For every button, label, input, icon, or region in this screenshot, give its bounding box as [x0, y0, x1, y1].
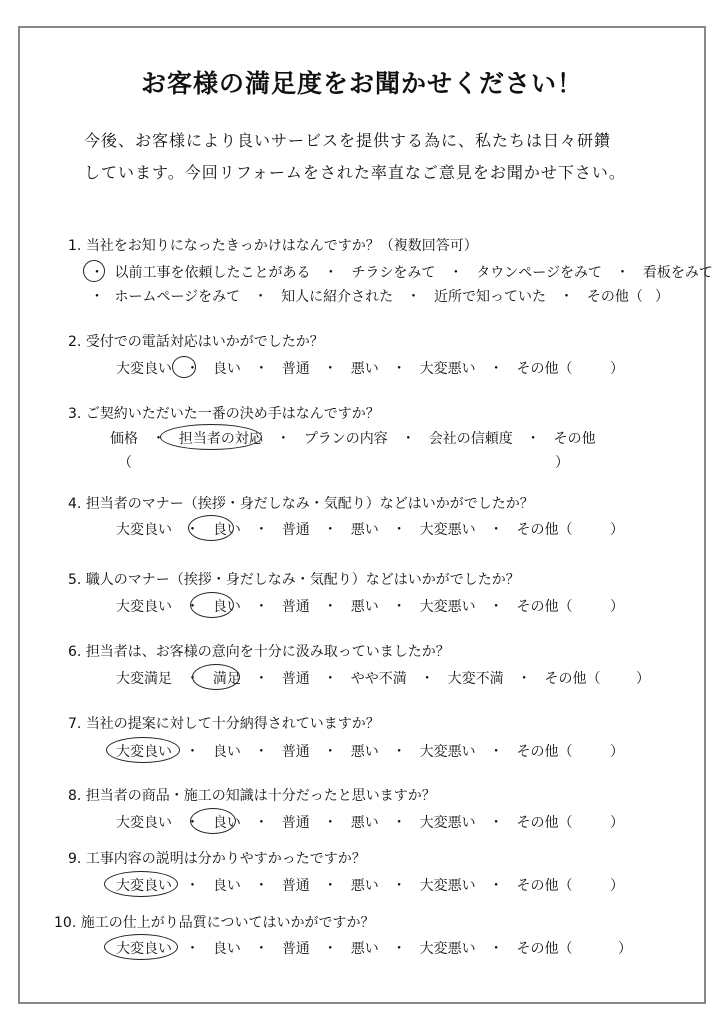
option-label[interactable]: 良い [212, 599, 241, 615]
option-label[interactable]: 普通 [281, 599, 310, 615]
option-label[interactable]: タウンページをみて [476, 265, 602, 281]
option-label[interactable]: 大変良い [116, 878, 172, 894]
other-close-paren: ） [618, 941, 632, 957]
question-1 [68, 235, 478, 255]
option-label[interactable]: 普通 [281, 522, 310, 538]
option-label[interactable]: 大変悪い [419, 878, 476, 894]
option-label[interactable]: その他（ [544, 671, 601, 687]
question-2: 2. 受付での電話対応はいかがでしたか？ [68, 334, 324, 350]
option-label[interactable]: 良い [212, 744, 241, 760]
other-close-paren: ） [610, 361, 624, 377]
other-close-paren: ） [610, 522, 624, 538]
other-close-paren: ） [610, 744, 624, 760]
option-label[interactable]: その他（ [586, 289, 643, 305]
option-label[interactable]: 大変悪い [419, 599, 476, 615]
q1-options-line-1: ・ 以前工事を依頼したことがある ・ チラシをみて ・ タウンページをみて ・ 看板をみて [90, 262, 713, 282]
option-label[interactable]: 普通 [281, 815, 310, 831]
option-label[interactable]: 悪い [350, 941, 379, 957]
option-label[interactable]: 看板をみて [642, 265, 713, 281]
intro-line-2: しています。今回リフォームをされた率直なご意見をお聞かせ下さい。 [84, 163, 626, 182]
option-label[interactable]: ホームページをみて [114, 289, 241, 305]
option-label[interactable]: 満足 [212, 671, 241, 687]
option-label[interactable]: その他（ [516, 941, 573, 957]
option-label[interactable]: 悪い [350, 815, 379, 831]
option-label[interactable]: 普通 [281, 744, 310, 760]
option-label[interactable]: 普通 [281, 671, 310, 687]
option-label[interactable]: 知人に紹介された [281, 289, 394, 305]
option-label[interactable]: その他 [553, 431, 596, 447]
other-close-paren: ） [555, 455, 569, 471]
q7-options: 大変良い ・ 良い ・ 普通 ・ 悪い ・ 大変悪い ・ その他（ [116, 741, 573, 761]
option-label[interactable]: やや不満 [350, 671, 407, 687]
question-text: ご契約いただいた一番の決め手はなんですか？ [85, 406, 380, 422]
q3-options: 価格 ・ 担当者の対応 ・ プランの内容 ・ 会社の信頼度 ・ その他 [110, 428, 596, 448]
option-label[interactable]: 大変悪い [419, 361, 476, 377]
option-label[interactable]: 普通 [281, 361, 310, 377]
option-label[interactable]: 良い [212, 815, 241, 831]
option-label[interactable]: その他（ [516, 744, 573, 760]
q1-options-line-2: ・ ホームページをみて ・ 知人に紹介された ・ 近所で知っていた ・ その他（ [90, 286, 643, 306]
option-label[interactable]: 普通 [281, 878, 310, 894]
question-9: 9. 工事内容の説明は分かりやすかったですか？ [68, 851, 366, 867]
question-6: 6. 担当者は、お客様の意向を十分に汲み取っていましたか？ [68, 644, 450, 660]
option-label[interactable]: 大変良い [116, 361, 172, 377]
option-label[interactable]: その他（ [516, 361, 573, 377]
q6-options: 大変満足 ・ 満足 ・ 普通 ・ やや不満 ・ 大変不満 ・ その他（ [116, 668, 601, 688]
option-label[interactable]: 良い [212, 361, 241, 377]
option-label[interactable]: 悪い [350, 361, 379, 377]
question-text: 施工の仕上がり品質についてはいかがですか？ [80, 915, 375, 931]
option-label[interactable]: その他（ [516, 815, 573, 831]
option-label[interactable]: 大変悪い [419, 522, 476, 538]
question-text: 職人のマナー（挨拶・身だしなみ・気配り）などはいかがでしたか？ [85, 572, 520, 588]
option-label[interactable]: その他（ [516, 522, 573, 538]
option-label[interactable]: 大変良い [116, 815, 172, 831]
question-text: 工事内容の説明は分かりやすかったですか？ [85, 851, 366, 867]
option-label[interactable]: 大変良い [116, 744, 172, 760]
survey-title: お客様の満足度をお聞かせください！ [140, 69, 583, 98]
option-label[interactable]: その他（ [516, 878, 573, 894]
other-close-paren: ） [636, 671, 650, 687]
question-4: 4. 担当者のマナー（挨拶・身だしなみ・気配り）などはいかがでしたか？ [68, 496, 534, 512]
question-text: 当社をお知りになったきっかけはなんですか？（複数回答可） [85, 238, 478, 254]
q2-options: 大変良い ・ 良い ・ 普通 ・ 悪い ・ 大変悪い ・ その他（ [116, 358, 573, 378]
option-label[interactable]: 大変良い [116, 522, 172, 538]
option-label[interactable]: その他（ [516, 599, 573, 615]
question-text: 受付での電話対応はいかがでしたか？ [85, 334, 324, 350]
option-label[interactable]: 大変満足 [116, 671, 172, 687]
question-5: 5. 職人のマナー（挨拶・身だしなみ・気配り）などはいかがでしたか？ [68, 572, 520, 588]
option-label[interactable]: 良い [212, 878, 241, 894]
option-label[interactable]: 以前工事を依頼したことがある [114, 265, 311, 281]
option-label[interactable]: 会社の信頼度 [428, 431, 513, 447]
question-text: 担当者のマナー（挨拶・身だしなみ・気配り）などはいかがでしたか？ [85, 496, 534, 512]
option-label[interactable]: 大変良い [116, 941, 172, 957]
q4-options: 大変良い ・ 良い ・ 普通 ・ 悪い ・ 大変悪い ・ その他（ [116, 519, 573, 539]
option-label[interactable]: 普通 [281, 941, 310, 957]
question-text: 担当者は、お客様の意向を十分に汲み取っていましたか？ [85, 644, 450, 660]
other-close-paren: ） [655, 289, 669, 305]
other-close-paren: ） [610, 878, 624, 894]
option-label[interactable]: 悪い [350, 744, 379, 760]
option-label[interactable]: 良い [212, 522, 241, 538]
other-close-paren: ） [610, 815, 624, 831]
question-7: 7. 当社の提案に対して十分納得されていますか？ [68, 716, 380, 732]
q9-options: 大変良い ・ 良い ・ 普通 ・ 悪い ・ 大変悪い ・ その他（ [116, 875, 573, 895]
question-3: 3. ご契約いただいた一番の決め手はなんですか？ [68, 406, 380, 422]
question-text: 担当者の商品・施工の知識は十分だったと思いますか？ [85, 788, 436, 804]
option-label[interactable]: 大変悪い [419, 744, 476, 760]
option-label[interactable]: 良い [212, 941, 241, 957]
question-number: 1. [68, 238, 82, 254]
option-label[interactable]: 大変悪い [419, 941, 476, 957]
option-label[interactable]: 大変良い [116, 599, 172, 615]
q8-options: 大変良い ・ 良い ・ 普通 ・ 悪い ・ 大変悪い ・ その他（ [116, 812, 573, 832]
other-close-paren: ） [610, 599, 624, 615]
option-label[interactable]: プランの内容 [303, 431, 388, 447]
option-label[interactable]: 悪い [350, 878, 379, 894]
question-text: 当社の提案に対して十分納得されていますか？ [85, 716, 380, 732]
option-label[interactable]: チラシをみて [351, 265, 436, 281]
option-label[interactable]: 大変不満 [447, 671, 504, 687]
option-label[interactable]: 近所で知っていた [434, 289, 546, 305]
question-10: 10. 施工の仕上がり品質についてはいかがですか？ [54, 915, 375, 931]
option-label[interactable]: 悪い [350, 599, 379, 615]
question-8: 8. 担当者の商品・施工の知識は十分だったと思いますか？ [68, 788, 436, 804]
intro-line-1: 今後、お客様により良いサービスを提供する為に、私たちは日々研鑽 [84, 131, 612, 150]
option-label[interactable]: 担当者の対応 [178, 431, 263, 447]
option-label[interactable]: 悪い [350, 522, 379, 538]
option-label[interactable]: 価格 [110, 431, 138, 447]
q10-options: 大変良い ・ 良い ・ 普通 ・ 悪い ・ 大変悪い ・ その他（ [116, 938, 573, 958]
other-open-paren: （ [118, 455, 132, 471]
option-label[interactable]: 大変悪い [419, 815, 476, 831]
q5-options: 大変良い ・ 良い ・ 普通 ・ 悪い ・ 大変悪い ・ その他（ [116, 596, 573, 616]
